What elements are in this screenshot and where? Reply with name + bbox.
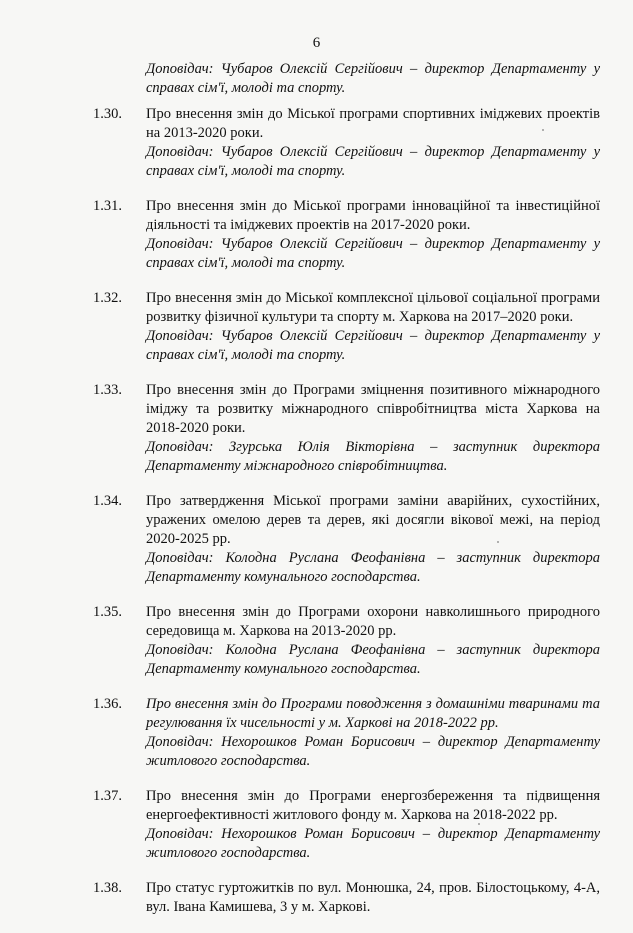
item-title: Про внесення змін до Програми енергозбереження та підвищення енергоефективності житлового фонду м. Харкова на 2018-2022 рр.	[146, 788, 600, 823]
speaker-label: Доповідач:	[146, 236, 214, 252]
speaker-label: Доповідач:	[146, 61, 214, 77]
scan-speck	[478, 823, 480, 825]
speaker-label: Доповідач:	[146, 439, 214, 455]
speaker-text: Чубаров Олексій Сергійович – директор Департаменту у справах сім'ї, молоді та спорту.	[146, 144, 600, 179]
continued-speaker	[146, 60, 600, 98]
agenda-item	[0, 695, 633, 771]
item-speaker	[146, 327, 600, 365]
speaker-label: Доповідач:	[146, 734, 214, 750]
item-title: Про затвердження Міської програми заміни аварійних, сухостійних, уражених омелою дерев та дерев, які досягли вікової межі, на період 2020-2025 рр.	[146, 493, 600, 547]
item-speaker	[146, 733, 600, 771]
item-speaker	[146, 641, 600, 679]
item-number: 1.38.	[93, 880, 122, 896]
item-speaker	[146, 549, 600, 587]
scan-speck	[542, 129, 544, 131]
item-body	[146, 695, 600, 771]
item-number: 1.33.	[93, 382, 122, 398]
item-speaker	[146, 235, 600, 273]
agenda-item	[0, 381, 633, 476]
item-number: 1.36.	[93, 696, 122, 712]
item-speaker	[146, 825, 600, 863]
item-title: Про внесення змін до Програми поводження з домашніми тваринами та регулювання їх чисельності у м. Харкові на 2018-2022 рр.	[146, 696, 600, 731]
speaker-text: Чубаров Олексій Сергійович – директор Департаменту у справах сім'ї, молоді та спорту.	[146, 328, 600, 363]
scan-speck	[497, 541, 499, 543]
speaker-label: Доповідач:	[146, 826, 214, 842]
speaker-label: Доповідач:	[146, 144, 214, 160]
item-speaker	[146, 143, 600, 181]
speaker-text: Чубаров Олексій Сергійович – директор Департаменту у справах сім'ї, молоді та спорту.	[146, 236, 600, 271]
item-body	[146, 289, 600, 365]
speaker-text: Чубаров Олексій Сергійович – директор Департаменту у справах сім'ї, молоді та спорту.	[146, 61, 600, 96]
item-number: 1.32.	[93, 290, 122, 306]
speaker-text: Нехорошков Роман Борисович – директор Департаменту житлового господарства.	[146, 826, 600, 861]
agenda-items	[0, 105, 633, 933]
agenda-item	[0, 197, 633, 273]
agenda-item	[0, 105, 633, 181]
item-number: 1.30.	[93, 106, 122, 122]
speaker-label: Доповідач:	[146, 328, 214, 344]
item-number: 1.35.	[93, 604, 122, 620]
agenda-item	[0, 787, 633, 863]
item-body	[146, 197, 600, 273]
item-body	[146, 105, 600, 181]
agenda-item	[0, 492, 633, 587]
speaker-text: Згурська Юлія Вікторівна – заступник директора Департаменту міжнародного співробітництва.	[146, 439, 600, 474]
item-title: Про внесення змін до Міської комплексної цільової соціальної програми розвитку фізичної культури та спорту м. Харкова на 2017–2020 роки.	[146, 290, 600, 325]
speaker-text: Колодна Руслана Феофанівна – заступник директора Департаменту комунального господарства.	[146, 550, 600, 585]
item-body	[146, 787, 600, 863]
agenda-item	[0, 603, 633, 679]
item-title: Про внесення змін до Програми зміцнення позитивного міжнародного іміджу та розвитку міжнародного співробітництва міста Харкова на 2018-2020 роки.	[146, 382, 600, 436]
speaker-label: Доповідач:	[146, 550, 214, 566]
agenda-item	[0, 879, 633, 917]
item-title: Про статус гуртожитків по вул. Монюшка, 24, пров. Білостоцькому, 4-А, вул. Івана Камишева, 3 у м. Харкові.	[146, 880, 600, 915]
item-body	[146, 492, 600, 587]
item-speaker	[146, 438, 600, 476]
item-title: Про внесення змін до Міської програми інноваційної та інвестиційної діяльності та іміджевих проектів на 2017-2020 роки.	[146, 198, 600, 233]
item-number: 1.31.	[93, 198, 122, 214]
item-body	[146, 381, 600, 476]
speaker-label: Доповідач:	[146, 642, 214, 658]
item-title: Про внесення змін до Програми охорони навколишнього природного середовища м. Харкова на 2013-2020 рр.	[146, 604, 600, 639]
speaker-text: Колодна Руслана Феофанівна – заступник директора Департаменту комунального господарства.	[146, 642, 600, 677]
page-number: 6	[312, 35, 321, 51]
item-title: Про внесення змін до Міської програми спортивних іміджевих проектів на 2013-2020 роки.	[146, 106, 600, 141]
item-number: 1.37.	[93, 788, 122, 804]
agenda-item	[0, 289, 633, 365]
speaker-text: Нехорошков Роман Борисович – директор Департаменту житлового господарства.	[146, 734, 600, 769]
item-body	[146, 879, 600, 917]
item-body	[146, 603, 600, 679]
item-number: 1.34.	[93, 493, 122, 509]
